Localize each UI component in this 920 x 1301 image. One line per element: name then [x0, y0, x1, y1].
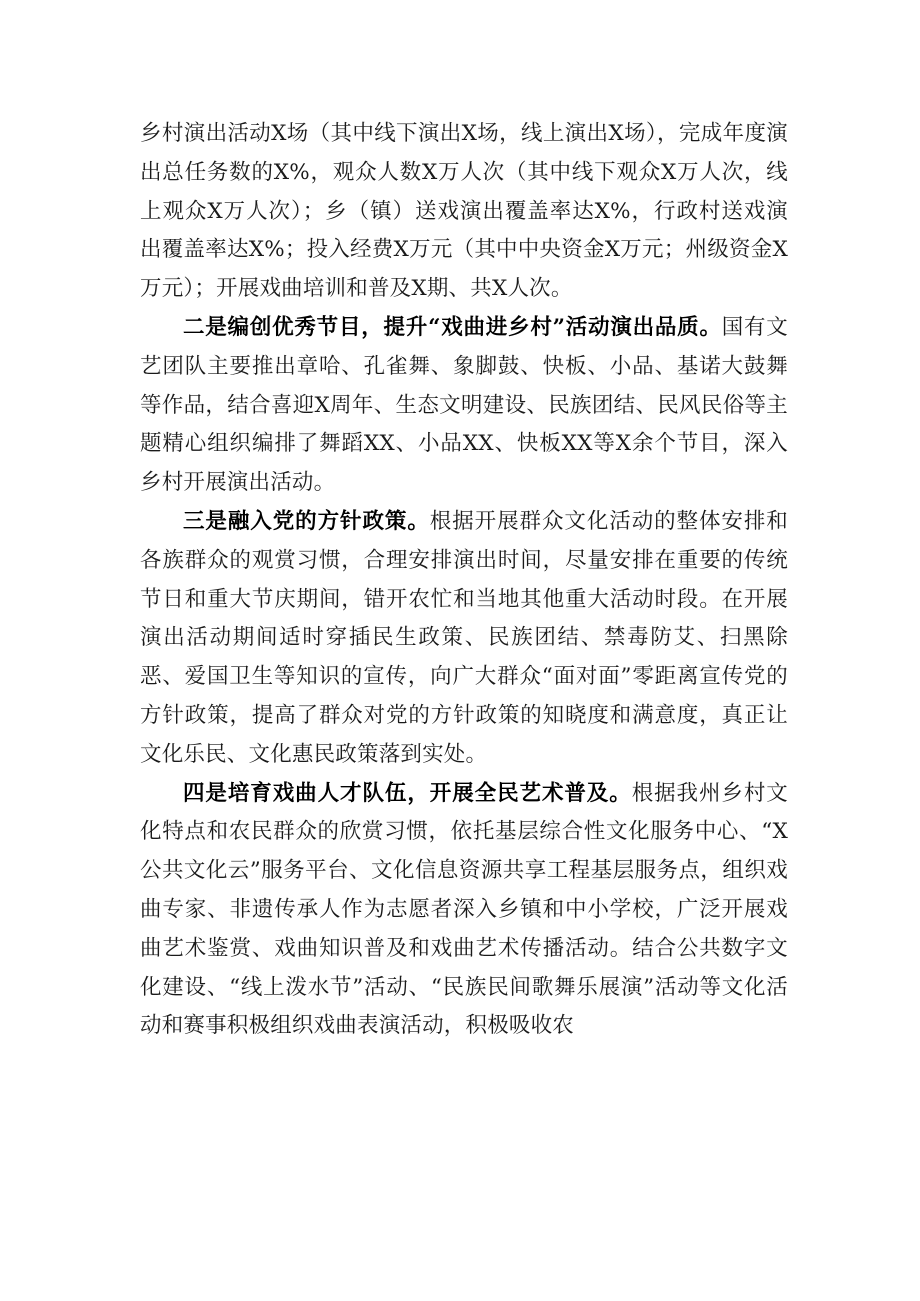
paragraph-text: 国有文艺团队主要推出章哈、孔雀舞、象脚鼓、快板、小品、基诺大鼓舞等作品，结合喜迎X周年、生态文明建设、民族团结、民风民俗等主题精心组织编排了舞蹈XX、小品XX、快板XX等X余个节目，深入乡村开展演出活动。	[140, 314, 788, 496]
paragraph-text: 根据我州乡村文化特点和农民群众的欣赏习惯，依托基层综合性文化服务中心、“X公共文化云”服务平台、文化信息资源共享工程基层服务点，组织戏曲专家、非遗传承人作为志愿者深入乡镇和中小学校，广泛开展戏曲艺术鉴赏、戏曲知识普及和戏曲艺术传播活动。结合公共数字文化建设、“线上泼水节”活动、“民族民间歌舞乐展演”活动等文化活动和赛事积极组织戏曲表演活动，积极吸收农	[140, 780, 788, 1039]
paragraph-create-programs	[140, 309, 788, 503]
paragraph-lead-heading: 四是培育戏曲人才队伍，开展全民艺术普及。	[183, 780, 632, 806]
paragraph-lead-heading: 二是编创优秀节目，提升“戏曲进乡村”活动演出品质。	[183, 314, 722, 340]
paragraph-text: 乡村演出活动X场（其中线下演出X场，线上演出X场），完成年度演出总任务数的X%，观众人数X万人次（其中线下观众X万人次，线上观众X万人次）；乡（镇）送戏演出覆盖率达X%，行政村送戏演出覆盖率达X%；投入经费X万元（其中中央资金X万元；州级资金X万元）；开展戏曲培训和普及X期、共X人次。	[140, 121, 788, 302]
document-body	[140, 115, 788, 1046]
paragraph-talent-training	[140, 775, 788, 1047]
paragraph-party-policy	[140, 503, 788, 775]
paragraph-performance-stats	[140, 115, 788, 309]
paragraph-lead-heading: 三是融入党的方针政策。	[183, 508, 430, 534]
paragraph-text: 根据开展群众文化活动的整体安排和各族群众的观赏习惯，合理安排演出时间，尽量安排在重要的传统节日和重大节庆期间，错开农忙和当地其他重大活动时段。在开展演出活动期间适时穿插民生政策、民族团结、禁毒防艾、扫黑除恶、爱国卫生等知识的宣传，向广大群众“面对面”零距离宣传党的方针政策，提高了群众对党的方针政策的知晓度和满意度，真正让文化乐民、文化惠民政策落到实处。	[140, 508, 788, 767]
